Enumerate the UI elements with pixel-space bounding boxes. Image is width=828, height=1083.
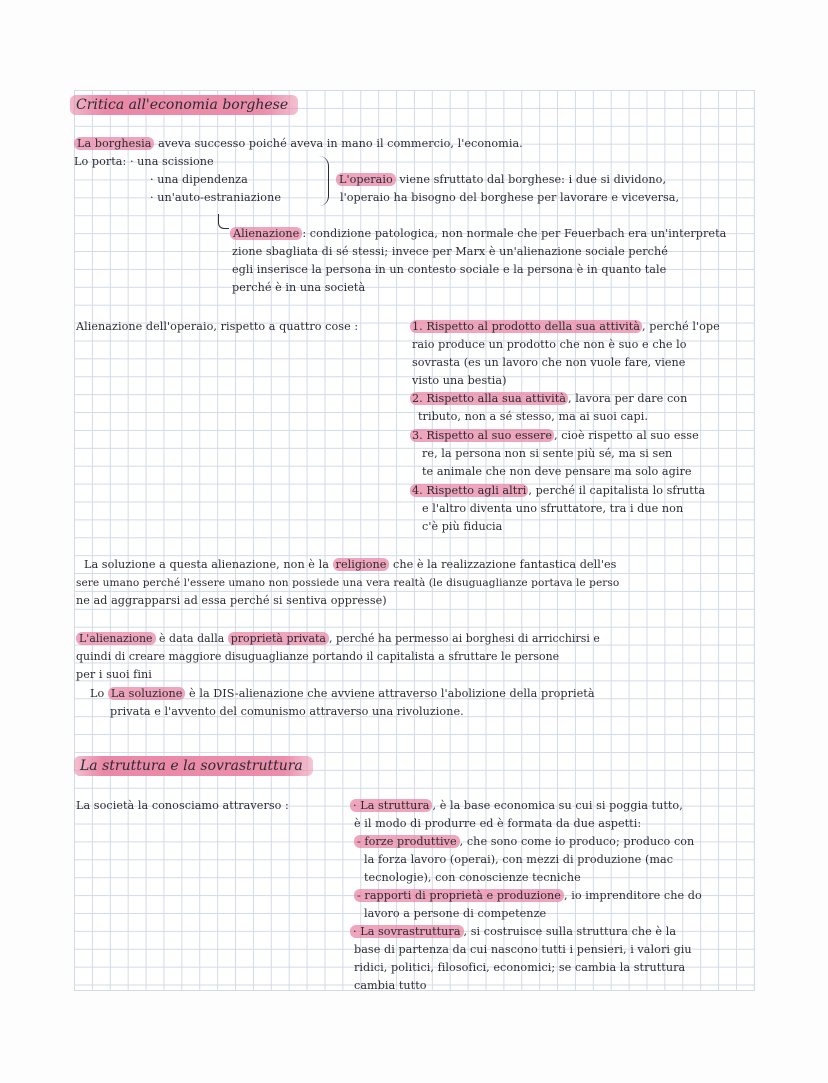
line xyxy=(410,482,705,500)
highlight: 1. Rispetto al prodotto della sua attività xyxy=(412,320,641,333)
text: aveva successo poiché aveva in mano il commercio, l'economia. xyxy=(154,137,523,150)
line xyxy=(350,797,683,815)
line: cambia tutto xyxy=(354,979,427,992)
text: , perché il capitalista lo sfrutta xyxy=(528,484,706,497)
bullet-item: · un'auto-estraniazione xyxy=(150,191,281,204)
arrow-icon xyxy=(218,214,229,229)
bullet-item: · una scissione xyxy=(129,155,214,168)
highlight: - rapporti di proprietà e produzione xyxy=(354,889,564,902)
line: c'è più fiducia xyxy=(422,520,503,533)
text: : condizione patologica, non normale che per Feuerbach era un'interpreta xyxy=(302,227,727,240)
line: sere umano perché l'essere umano non possiede una vera realtà (le disuguaglianze portava le perso xyxy=(76,577,620,589)
highlight: L'alienazione xyxy=(76,632,156,645)
line xyxy=(410,427,699,445)
line xyxy=(74,135,523,153)
text: è data dalla xyxy=(155,632,228,645)
heading-struttura: La struttura e la sovrastruttura xyxy=(74,756,313,776)
line xyxy=(336,171,666,189)
line: l'operaio ha bisogno del borghese per lavorare e viceversa, xyxy=(340,191,680,204)
brace-icon xyxy=(318,156,329,206)
highlight: - forze produttive xyxy=(354,835,460,848)
highlight: 4. Rispetto agli altri xyxy=(412,484,527,497)
text: , che sono come io produco; produco con xyxy=(459,835,695,848)
line xyxy=(76,630,600,648)
line: egli inserisce la persona in un contesto sociale e la persona è in quanto tale xyxy=(232,263,667,276)
highlight: religione xyxy=(333,558,390,571)
line xyxy=(410,390,687,408)
text: La soluzione a questa alienazione, non è la xyxy=(84,558,333,571)
text: viene sfruttato dal borghese: i due si dividono, xyxy=(395,173,667,186)
text: , lavora per dare con xyxy=(568,392,688,405)
line: privata e l'avvento del comunismo attraverso una rivoluzione. xyxy=(110,705,464,718)
highlight: Alienazione xyxy=(230,227,302,240)
line: Alienazione dell'operaio, rispetto a quattro cose : xyxy=(76,320,359,333)
line: ridici, politici, filosofici, economici; se cambia la struttura xyxy=(354,961,686,974)
text: , è la base economica su cui si poggia tutto, xyxy=(432,799,683,812)
line xyxy=(90,685,595,703)
highlight: proprietà privata xyxy=(228,632,329,645)
line: tecnologie), con conoscienze tecniche xyxy=(364,871,581,884)
line: raio produce un prodotto che non è suo e che lo xyxy=(412,338,687,351)
line: la forza lavoro (operai), con mezzi di produzione (mac xyxy=(364,853,674,866)
text: Lo porta: xyxy=(74,155,130,168)
highlight: · La struttura xyxy=(350,799,432,812)
text: , perché ha permesso ai borghesi di arricchirsi e xyxy=(328,632,600,645)
line xyxy=(84,556,616,574)
line: visto una bestia) xyxy=(412,374,507,387)
line: per i suoi fini xyxy=(76,668,152,681)
line: lavoro a persone di competenze xyxy=(364,907,547,920)
line: e l'altro diventa uno sfruttatore, tra i due non xyxy=(422,502,684,515)
line: perché è in una società xyxy=(232,281,366,294)
highlight: · La sovrastruttura xyxy=(350,925,464,938)
line xyxy=(354,887,702,905)
text: , si costruisce sulla struttura che è la xyxy=(463,925,677,938)
line xyxy=(354,833,694,851)
line xyxy=(230,225,726,243)
line: è il modo di produrre ed è formata da due aspetti: xyxy=(354,817,642,830)
line xyxy=(410,318,720,336)
highlight: La borghesia xyxy=(74,137,154,150)
highlight: La soluzione xyxy=(108,687,186,700)
line: quindi di creare maggiore disuguaglianze portando il capitalista a sfruttare le persone xyxy=(76,650,560,663)
line: tributo, non a sé stesso, ma ai suoi capi. xyxy=(418,410,648,423)
line: zione sbagliata di sé stessi; invece per Marx è un'alienazione sociale perché xyxy=(232,245,668,258)
text: , io imprenditore che do xyxy=(563,889,702,902)
line xyxy=(350,923,676,941)
line: La società la conosciamo attraverso : xyxy=(76,799,289,812)
line: base di partenza da cui nascono tutti i pensieri, i valori giu xyxy=(354,943,692,956)
highlight: 3. Rispetto al suo essere xyxy=(412,429,553,442)
bullet-item: · una dipendenza xyxy=(150,173,248,186)
text: , perché l'ope xyxy=(642,320,720,333)
highlight: 2. Rispetto alla sua attività xyxy=(412,392,567,405)
highlight: L'operaio xyxy=(336,173,396,186)
text: è la DIS-alienazione che avviene attraverso l'abolizione della proprietà xyxy=(185,687,595,700)
line: sovrasta (es un lavoro che non vuole fare, viene xyxy=(412,356,686,369)
text: che è la realizzazione fantastica dell'es xyxy=(389,558,617,571)
line: te animale che non deve pensare ma solo agire xyxy=(422,465,692,478)
text: , cioè rispetto al suo esse xyxy=(554,429,699,442)
text: Lo xyxy=(90,687,108,700)
line: ne ad aggrapparsi ad essa perché si sentiva oppresse) xyxy=(76,594,387,607)
line: re, la persona non si sente più sé, ma si sen xyxy=(422,447,673,460)
heading-critica: Critica all'economia borghese xyxy=(70,95,298,115)
line xyxy=(74,153,214,171)
